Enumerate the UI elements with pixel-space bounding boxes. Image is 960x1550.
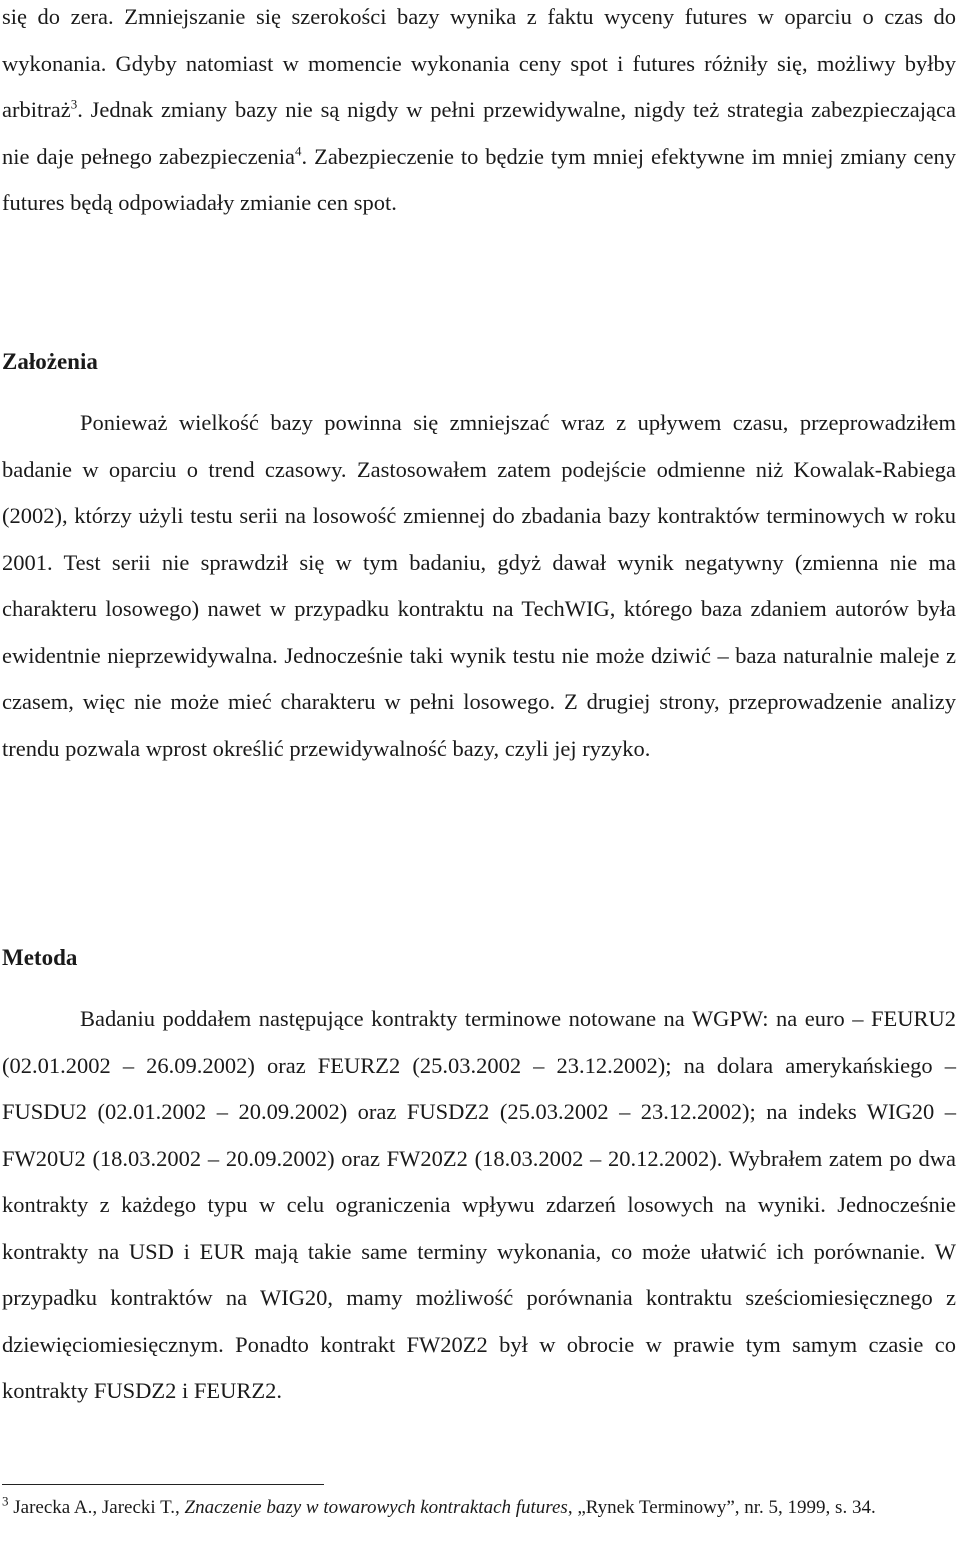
paragraph-intro-part-2: . Jednak zmiany bazy nie są nigdy w pełni przewidywalne, nigdy też strategia zabezpieczająca nie daje pełnego zabezpieczenia [2,97,956,169]
footnote-authors: Jarecka A., Jarecki T., [8,1497,185,1518]
paragraph-zalozenia [2,400,956,772]
footnote-title: Znaczenie bazy w towarowych kontraktach futures [184,1497,568,1518]
section-heading-metoda: Metoda [2,945,78,970]
paragraph-intro-part-1: się do zera. Zmniejszanie się szerokości bazy wynika z faktu wyceny futures w oparciu o czas do wykonania. Gdyby natomiast w momencie wykonania ceny spot i futures różniły się, możliwy byłby arbitraż [2,4,956,122]
paragraph-intro-part-3: . Zabezpieczenie to będzie tym mniej efektywne im mniej zmiany ceny futures będą odpowiadały zmianie cen spot. [2,143,956,215]
footnote-number: 3 [2,1493,9,1509]
paragraph-metoda-text: Badaniu poddałem następujące kontrakty terminowe notowane na WGPW: na euro – FEURU2 (02.01.2002 – 26.09.2002) oraz FEURZ2 (25.03.2002 – 23.12.2002); na dolara amerykańskiego – FUSDU2 (02.01.2002 – 20.09.2002) oraz FUSDZ2 (25.03.2002 – 23.12.2002); na indeks WIG20 – FW20U2 (18.03.2002 – 20.09.2002) oraz FW20Z2 (18.03.2002 – 20.12.2002). Wybrałem zatem po dwa kontrakty z każdego typu w celu ograniczenia wpływu zdarzeń losowych na wyniki. Jednocześnie kontrakty na USD i EUR mają takie same terminy wykonania, co może ułatwić ich porównanie. W przypadku kontraktów na WIG20, mamy możliwość porównania kontraktu sześciomiesięcznego z dziewięciomiesięcznym. Ponadto kontrakt FW20Z2 był w obrocie w prawie tym samym czasie co kontrakty FUSDZ2 i FEURZ2. [2,1006,956,1403]
footnote-ref-3[interactable]: 3 [70,96,78,112]
section-heading-zalozenia: Założenia [2,349,98,374]
paragraph-intro [2,0,956,227]
footnote-3 [2,1494,942,1521]
footnote-ref-4[interactable]: 4 [295,143,302,158]
paragraph-zalozenia-text: Ponieważ wielkość bazy powinna się zmniejszać wraz z upływem czasu, przeprowadziłem badanie w oparciu o trend czasowy. Zastosowałem zatem podejście odmienne niż Kowalak-Rabiega (2002), którzy użyli testu serii na losowość zmiennej do zbadania bazy kontraktów terminowych w roku 2001. Test serii nie sprawdził się w tym badaniu, gdyż dawał wynik negatywny (zmienna nie ma charakteru losowego) nawet w przypadku kontraktu na TechWIG, którego baza zdaniem autorów była ewidentnie nieprzewidywalna. Jednocześnie taki wynik testu nie może dziwić – baza naturalnie maleje z czasem, więc nie może mieć charakteru w pełni losowego. Z drugiej strony, przeprowadzenie analizy trendu pozwala wprost określić przewidywalność bazy, czyli jej ryzyko. [2,410,956,761]
paragraph-metoda [2,996,956,1415]
footnote-separator [2,1484,324,1485]
footnote-source: , „Rynek Terminowy”, nr. 5, 1999, s. 34. [567,1497,876,1518]
